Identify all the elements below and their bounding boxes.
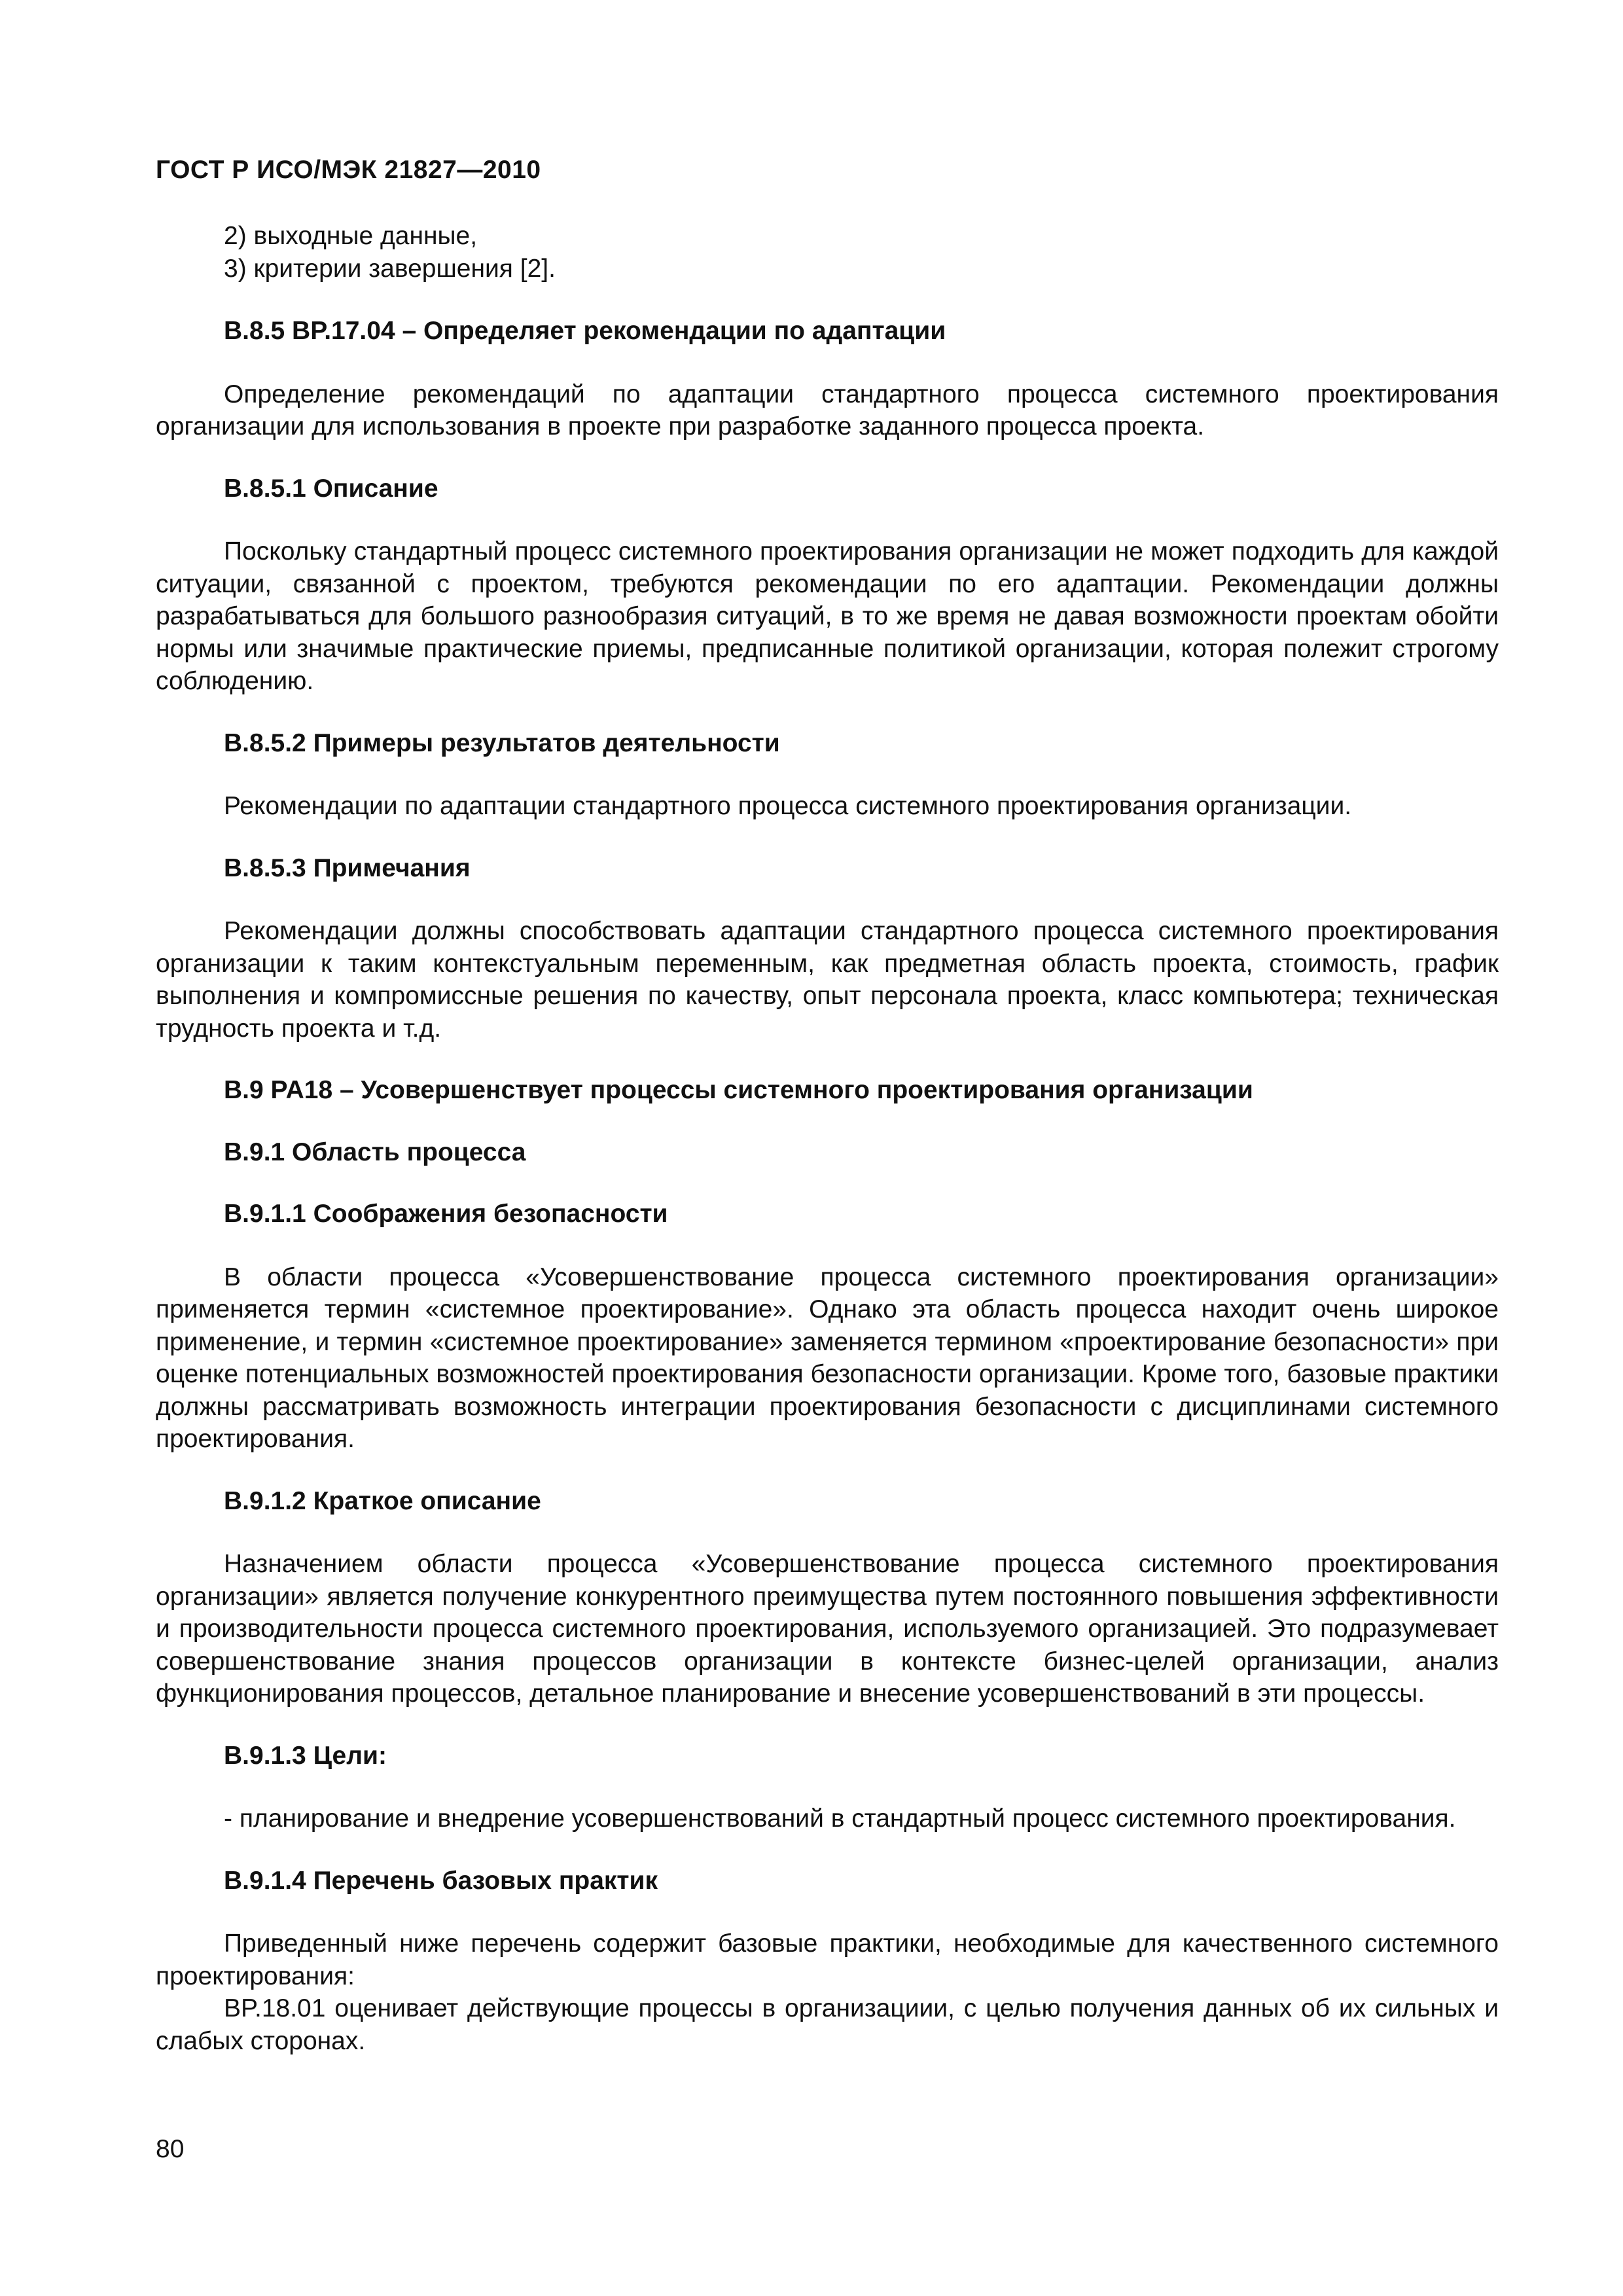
section-text-b853: Рекомендации должны способствовать адаптации стандартного процесса системного проектирования организации к таким контекстуальным переменным, как предметная область проекта, стоимость, график выполнения и компромиссные решения по качеству, опыт персонала проекта, класс компьютера; техническая трудность проекта и т.д. — [156, 917, 1499, 1043]
section-heading-b911: В.9.1.1 Соображения безопасности — [224, 1200, 668, 1228]
section-heading-b9: В.9 PA18 – Усовершенствует процессы системного проектирования организации — [224, 1076, 1253, 1104]
section-text-b852: Рекомендации по адаптации стандартного процесса системного проектирования организации. — [224, 792, 1352, 820]
section-text-b851: Поскольку стандартный процесс системного проектирования организации не может подходить для каждой ситуации, связанной с проектом, требуются рекомендации по его адаптации. Рекомендации должны разрабатываться для большого разнообразия ситуаций, в то же время не давая возможности проектам обойти нормы или значимые практические приемы, предписанные политикой организации, которая полежит строгому соблюдению. — [156, 537, 1499, 695]
section-heading-b851: В.8.5.1 Описание — [224, 474, 438, 503]
section-heading-b914: В.9.1.4 Перечень базовых практик — [224, 1866, 658, 1895]
section-heading-b852: В.8.5.2 Примеры результатов деятельности — [224, 728, 780, 757]
list-item: 3) критерии завершения [2]. — [224, 255, 556, 283]
section-heading-b913: В.9.1.3 Цели: — [224, 1741, 387, 1770]
section-text-b913: - планирование и внедрение усовершенствований в стандартный процесс системного проектирования. — [224, 1804, 1456, 1833]
section-heading-b85: В.8.5 BP.17.04 – Определяет рекомендации по адаптации — [224, 317, 946, 345]
list-item: 2) выходные данные, — [224, 222, 478, 250]
section-text-b911: В области процесса «Усовершенствование процесса системного проектирования организации» применяется термин «системное проектирование». Однако эта область процесса находит очень широкое применение, и термин «системное проектирование» заменяется термином «проектирование безопасности» при оценке потенциальных возможностей проектирования безопасности организации. Кроме того, базовые практики должны рассматривать возможность интеграции проектирования безопасности с дисциплинами системного проектирования. — [156, 1263, 1499, 1453]
page-content — [156, 220, 1499, 2057]
section-heading-b912: В.9.1.2 Краткое описание — [224, 1486, 541, 1515]
section-heading-b91: В.9.1 Область процесса — [224, 1138, 526, 1166]
section-heading-b853: В.8.5.3 Примечания — [224, 853, 471, 882]
page-number: 80 — [156, 2135, 185, 2163]
section-text-b85: Определение рекомендаций по адаптации стандартного процесса системного проектирования организации для использования в проекте при разработке заданного процесса проекта. — [156, 380, 1499, 440]
section-text-b912: Назначением области процесса «Усовершенствование процесса системного проектирования организации» является получение конкурентного преимущества путем постоянного повышения эффективности и производительности процесса системного проектирования, используемого организацией. Это подразумевает совершенствование знания процессов организации в контексте бизнес-целей организации, анализ функционирования процессов, детальное планирование и внесение усовершенствований в эти процессы. — [156, 1550, 1499, 1708]
standard-code-header: ГОСТ Р ИСО/МЭК 21827—2010 — [156, 156, 541, 184]
section-text-b914: Приведенный ниже перечень содержит базовые практики, необходимые для качественного системного проектирования: — [156, 1929, 1499, 1990]
section-text-b914-bp: BP.18.01 оценивает действующие процессы в организациии, с целью получения данных об их сильных и слабых сторонах. — [156, 1994, 1499, 2055]
